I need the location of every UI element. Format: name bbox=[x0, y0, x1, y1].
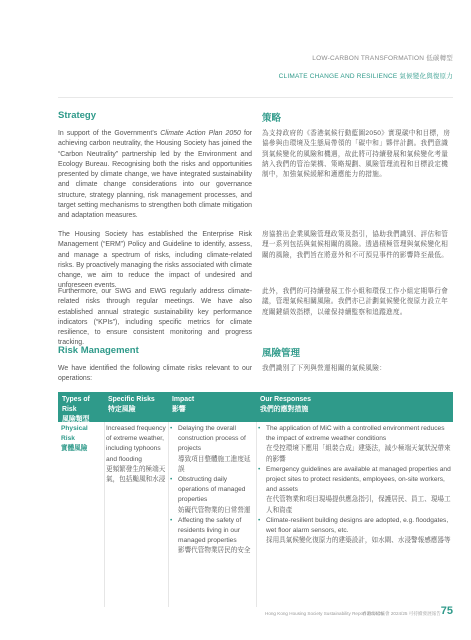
table-column-divider bbox=[168, 422, 169, 607]
risk-type-zh: 實體風險 bbox=[61, 445, 88, 453]
table-header-specific-zh: 特定風險 bbox=[108, 406, 136, 413]
footer-report-title-en: Hong Kong Housing Society Sustainability Report 2024/25 bbox=[265, 611, 384, 616]
table-header-impact-zh: 影響 bbox=[172, 406, 186, 413]
response-item: • Emergency guidelines are available at managed properties and project sites to protect residents, employees, on-site workers, and assets 在代管物業和項目現場提供應急指引，保護居民、員工、現場工人和資產 bbox=[258, 465, 452, 516]
strategy-heading-zh: 策略 bbox=[262, 113, 282, 124]
strategy-paragraph-1-zh: 為支持政府的《香港氣候行動藍圖2050》實現碳中和目標，房協參與由環境及生態局帶領的「碳中和」夥伴計劃。我們意識到氣候變化的風險和機遇，故此將可持續發展和氣候變化考量納入我們的管治架構、策略規劃、風險管理流程和目標設定機制中，加強氣候緩解和適應能力的措施。 bbox=[262, 130, 451, 179]
responses-cell bbox=[258, 424, 452, 546]
table-header-specific bbox=[104, 392, 168, 422]
table-header-types-en: Types of Risk bbox=[62, 396, 90, 413]
strategy-paragraph-3-en: Furthermore, our SWG and EWG regularly address climate-related risks through regular meetings. We have also established annual strategic sustainability key performance indicators (“KPIs”), including specific metrics for climate resilience, to ensure consistent monitoring and progress tracking. bbox=[58, 288, 252, 347]
header-divider bbox=[58, 97, 453, 98]
response-item: • The application of MiC with a controlled environment reduces the impact of extreme weather conditions 在受控環境下應用「組裝合成」建築法，減少極端天氣狀況帶來的影響 bbox=[258, 424, 452, 465]
strategy-paragraph-1-en: In support of the Government’s Climate Action Plan 2050 for achieving carbon neutrality, the Housing Society has joined the “Carbon Neutrality” partnership led by the Environment and Ecology Bureau. Recognising both the risks and opportunities presented by climate change, we have integrated sustainability and climate change considerations into our governance structure, strategy planning, risk management processes, and target setting mechanisms to strengthen both climate mitigation and adaptation measures. bbox=[58, 130, 252, 220]
table-header-impact bbox=[168, 392, 256, 422]
response-item: • Climate-resilient building designs are adopted, e.g. floodgates, wet floor alarm sensors, etc. 採用具氣候變化復原力的建築設計，如水閘、水浸警報感應器等 bbox=[258, 516, 452, 547]
impact-item: • Affecting the safety of residents living in our managed properties 影響代管物業居民的安全 bbox=[170, 516, 254, 557]
table-column-divider bbox=[104, 422, 105, 607]
strategy-heading-en: Strategy bbox=[58, 110, 97, 121]
table-column-divider bbox=[256, 422, 257, 607]
risk-intro-zh: 我們識別了下列與營運相關的氣候風險： bbox=[262, 365, 387, 372]
strategy-paragraph-2-en: The Housing Society has established the Enterprise Risk Management (“ERM”) Policy and Guideline to identify, assess, and manage a spectrum of risks, including climate-related risks. By proactively managing the risks associated with climate change, we aim to reduce the impact of undesired and unforeseen events. bbox=[58, 231, 252, 290]
impact-cell bbox=[170, 424, 254, 557]
specific-risk-zh: 更頻繁發生的極端天氣，包括颱風和水浸 bbox=[106, 465, 166, 484]
specific-risk-en: Increased frequency of extreme weather, including typhoons and flooding bbox=[106, 425, 166, 463]
table-header-responses bbox=[256, 392, 453, 422]
impact-item: • Delaying the overall construction process of projects 導致項目整體施工進度延誤 bbox=[170, 424, 254, 475]
risk-intro-en: We have identified the following climate risks relevant to our operations: bbox=[58, 365, 252, 383]
risk-type-cell bbox=[61, 424, 103, 455]
table-header-types-zh: 風險類型 bbox=[62, 416, 90, 423]
footer-report-title-zh: 香港房屋協會 2024/25 可持續發展報告 bbox=[362, 611, 441, 616]
table-header-specific-en: Specific Risks bbox=[108, 396, 155, 403]
specific-risk-cell bbox=[106, 424, 166, 485]
table-header-impact-en: Impact bbox=[172, 396, 195, 403]
table-header-responses-zh: 我們的應對措施 bbox=[260, 406, 309, 413]
section-subkicker: CLIMATE CHANGE AND RESILIENCE 氣候變化與復原力 bbox=[278, 73, 453, 80]
risk-type-en: Physical Risk bbox=[61, 425, 88, 443]
section-kicker: LOW-CARBON TRANSFORMATION 低碳轉型 bbox=[312, 55, 453, 62]
table-header-responses-en: Our Responses bbox=[260, 396, 311, 403]
strategy-paragraph-2-zh: 房協推出企業風險管理政策及指引，協助我們識別、評估和管理一系列包括與氣候相關的風險。透過積極管理與氣候變化相關的風險，我們旨在將意外和不可預見事件的影響降至最低。 bbox=[262, 231, 449, 259]
table-header-types bbox=[58, 392, 104, 422]
page-number: 75 bbox=[440, 605, 453, 617]
risk-heading-en: Risk Management bbox=[58, 345, 139, 356]
strategy-paragraph-3-zh: 此外，我們的可持續發展工作小組和環保工作小組定期舉行會議，管理氣候相關風險。我們亦已計劃氣候變化復原力設立年度關鍵績效指標，以確保持續監察和追蹤進度。 bbox=[262, 288, 449, 316]
risk-heading-zh: 風險管理 bbox=[262, 348, 301, 359]
impact-item: • Obstructing daily operations of managed properties 妨礙代管物業的日常營運 bbox=[170, 475, 254, 516]
